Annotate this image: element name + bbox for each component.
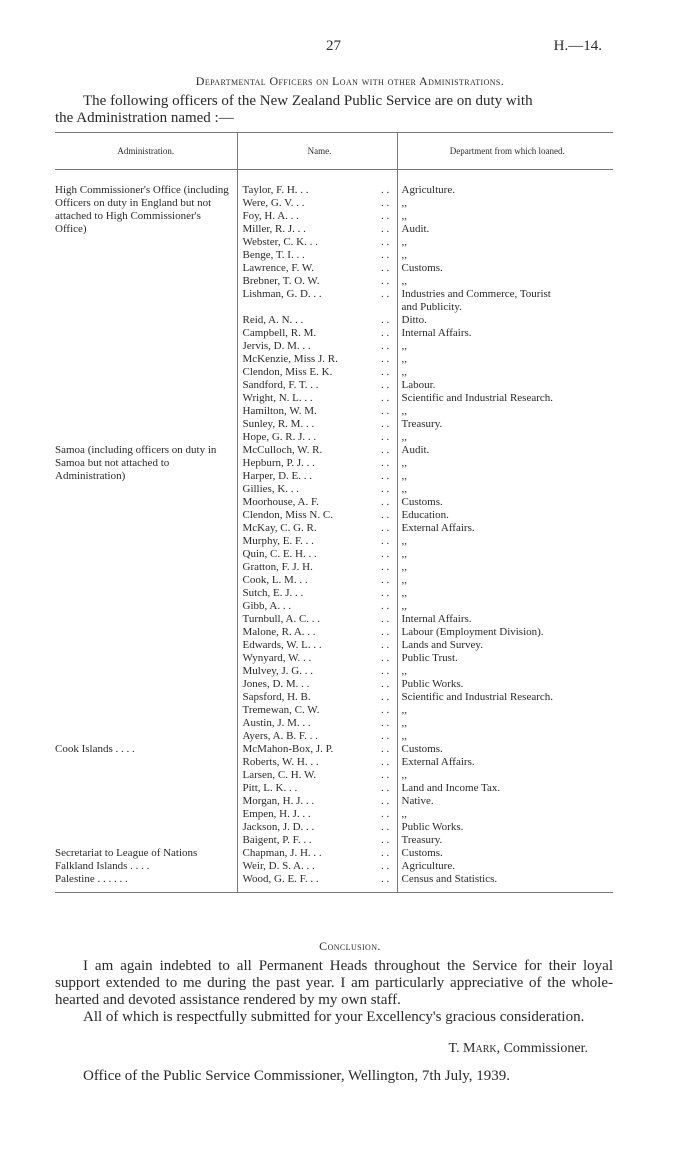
officer-name: Hamilton, W. M. [237,405,381,418]
department-cell: ,, [397,587,613,600]
leader-dots: . . [381,444,390,456]
table-row [55,535,613,548]
table-row [55,522,613,535]
table-row [55,236,613,249]
leader-dots: . . [381,795,390,807]
table-row [55,821,613,834]
officer-name: Lawrence, F. W. [237,262,381,275]
officer-name: Malone, R. A. . . [237,626,381,639]
officer-name: Moorhouse, A. F. [237,496,381,509]
department-cell: ,, [397,353,613,366]
leader-dots: . . [381,652,390,664]
officer-name: Murphy, E. F. . . [237,535,381,548]
department-cell: Labour. [397,379,613,392]
administration-cell [55,236,237,249]
department-cell: Native. [397,795,613,808]
officer-name: McKenzie, Miss J. R. [237,353,381,366]
department-cell: ,, [397,366,613,379]
department-cell: and Publicity. [397,301,613,314]
administration-cell [55,262,237,275]
administration-cell [55,743,237,756]
signature-name: T. Mark [448,1041,497,1056]
administration-cell [55,769,237,782]
leader-dots: . . [381,535,390,547]
administration-cell [55,223,237,236]
officer-name [237,301,381,314]
leader-dots: . . [381,782,390,794]
table-body [55,170,613,893]
department-cell: Labour (Employment Division). [397,626,613,639]
officer-name: Quin, C. E. H. . . [237,548,381,561]
officer-name: Wright, N. L. . . [237,392,381,405]
leader-dots: . . [381,860,390,872]
department-cell: External Affairs. [397,522,613,535]
table-row [55,431,613,444]
department-cell: ,, [397,704,613,717]
administration-cell [55,522,237,535]
administration-cell [55,626,237,639]
officer-name: Baigent, P. F. . . [237,834,381,847]
officer-name: Edwards, W. L. . . [237,639,381,652]
conclusion-text [55,958,613,1026]
officer-name: Jones, D. M. . . [237,678,381,691]
administration-cell [55,249,237,262]
table-row [55,210,613,223]
leader-dots: . . [381,418,390,430]
leader-dots: . . [381,314,390,326]
department-cell: Scientific and Industrial Research. [397,691,613,704]
department-cell: ,, [397,210,613,223]
department-cell: ,, [397,405,613,418]
department-cell: ,, [397,600,613,613]
administration-cell [55,847,237,860]
officer-name: McMahon-Box, J. P. [237,743,381,756]
intro-line-1: The following officers of the New Zealand Public Service are on duty with [83,93,533,109]
table-row [55,717,613,730]
administration-cell [55,314,237,327]
department-cell: ,, [397,483,613,496]
administration-cell [55,834,237,847]
administration-cell [55,457,237,470]
leader-dots: . . [381,249,390,261]
administration-cell [55,288,237,301]
officer-name: McKay, C. G. R. [237,522,381,535]
administration-cell [55,418,237,431]
officer-name: Roberts, W. H. . . [237,756,381,769]
department-cell: ,, [397,561,613,574]
leader-dots [381,301,397,314]
signature-title: , Commissioner. [496,1041,588,1056]
administration-cell [55,275,237,288]
administration-name: Cook Islands . . . . [55,743,135,755]
leader-dots: . . [381,392,390,404]
administration-cell [55,496,237,509]
leader-dots: . . [381,678,390,690]
table-row [55,574,613,587]
department-cell: Ditto. [397,314,613,327]
leader-dots: . . [381,717,390,729]
administration-name: High Commissioner's Office (including Officers on duty in England but not attached to High Commissioner's Office) [55,184,229,235]
officer-name: Wynyard, W. . . [237,652,381,665]
leader-dots: . . [381,379,390,391]
department-cell: Public Works. [397,821,613,834]
table-row [55,223,613,236]
leader-dots: . . [381,327,390,339]
administration-cell [55,782,237,795]
intro-paragraph [55,93,613,127]
officer-name: Wood, G. E. F. . . [237,873,381,893]
officer-name: Cook, L. M. . . [237,574,381,587]
officer-name: Sunley, R. M. . . [237,418,381,431]
officer-name: Taylor, F. H. . . [237,170,381,198]
table-row [55,860,613,873]
administration-cell [55,470,237,483]
administration-cell [55,327,237,340]
department-cell: ,, [397,249,613,262]
table-header-row [55,133,613,170]
table-row [55,379,613,392]
administration-cell [55,808,237,821]
footer-line: Office of the Public Service Commissioner, Wellington, 7th July, 1939. [83,1068,511,1084]
leader-dots: . . [381,873,397,893]
administration-name: Samoa (including officers on duty in Samoa but not attached to Administration) [55,444,217,482]
table-row [55,561,613,574]
administration-cell [55,678,237,691]
table-row [55,730,613,743]
department-cell: Agriculture. [397,860,613,873]
officer-name: Ayers, A. B. F. . . [237,730,381,743]
table-row [55,626,613,639]
department-cell: Treasury. [397,418,613,431]
department-cell: Census and Statistics. [397,873,613,893]
department-cell: ,, [397,457,613,470]
officer-name: Clendon, Miss E. K. [237,366,381,379]
administration-cell [55,691,237,704]
table-row [55,170,613,198]
administration-cell [55,509,237,522]
document-reference: H.—14. [553,38,602,54]
table-row [55,808,613,821]
officer-name: Empen, H. J. . . [237,808,381,821]
administration-cell [55,821,237,834]
department-cell: ,, [397,535,613,548]
table-row [55,587,613,600]
officer-name: Webster, C. K. . . [237,236,381,249]
table-row [55,691,613,704]
administration-cell [55,366,237,379]
header-department: Department from which loaned. [397,133,613,170]
administration-cell [55,613,237,626]
department-cell: Internal Affairs. [397,327,613,340]
officer-name: Morgan, H. J. . . [237,795,381,808]
department-cell: ,, [397,665,613,678]
officer-name: Miller, R. J. . . [237,223,381,236]
administration-cell [55,561,237,574]
table-row [55,782,613,795]
officer-name: Lishman, G. D. . . [237,288,381,301]
section-title: Departmental Officers on Loan with other Administrations. [195,74,505,88]
department-cell: ,, [397,717,613,730]
table-row [55,613,613,626]
table-row [55,197,613,210]
administration-cell [55,170,237,235]
department-cell: Audit. [397,223,613,236]
officer-name: Benge, T. I. . . [237,249,381,262]
leader-dots: . . [381,509,390,521]
table-row [55,704,613,717]
officer-name: McCulloch, W. R. [237,444,381,457]
officer-name: Weir, D. S. A. . . [237,860,381,873]
department-cell: ,, [397,769,613,782]
department-cell: External Affairs. [397,756,613,769]
officer-name: Chapman, J. H. . . [237,847,381,860]
department-cell: Customs. [397,743,613,756]
officer-name: Austin, J. M. . . [237,717,381,730]
administration-cell [55,444,237,482]
department-cell: ,, [397,808,613,821]
leader-dots: . . [381,496,390,508]
leader-dots: . . [381,431,390,443]
leader-dots: . . [381,288,390,300]
administration-cell [55,717,237,730]
leader-dots: . . [381,470,390,482]
leader-dots: . . [381,574,390,586]
table-row [55,353,613,366]
officer-name: Gibb, A. . . [237,600,381,613]
page-header [0,38,700,58]
table-row [55,639,613,652]
administration-cell [55,340,237,353]
officers-table [55,132,613,893]
administration-cell [55,665,237,678]
leader-dots: . . [381,457,390,469]
officer-name: Sapsford, H. B. [237,691,381,704]
table-row [55,457,613,470]
department-cell: Education. [397,509,613,522]
table-row [55,548,613,561]
table-row [55,756,613,769]
officer-name: Sandford, F. T. . . [237,379,381,392]
table-row [55,483,613,496]
officer-name: Harper, D. E. . . [237,470,381,483]
department-cell: Audit. [397,444,613,457]
table-row [55,678,613,691]
department-cell: Customs. [397,262,613,275]
leader-dots: . . [381,483,390,495]
officer-name: Jervis, D. M. . . [237,340,381,353]
administration-cell [55,639,237,652]
officer-name: Clendon, Miss N. C. [237,509,381,522]
administration-cell [55,756,237,769]
leader-dots: . . [381,704,390,716]
conclusion-paragraph-1: I am again indebted to all Permanent Heads throughout the Service for their loyal support extended to me during the past year. I am particularly appreciative of the whole-hearted and devoted assistance rendered by my own staff. [55,958,613,1008]
department-cell: ,, [397,340,613,353]
department-cell: ,, [397,574,613,587]
leader-dots: . . [381,236,390,248]
table-row [55,873,613,893]
department-cell: Agriculture. [397,170,613,198]
table-row [55,366,613,379]
leader-dots: . . [381,366,390,378]
administration-cell [55,600,237,613]
table-row [55,743,613,756]
administration-cell [55,379,237,392]
administration-cell [55,483,237,496]
table-row [55,470,613,483]
officer-name: Brebner, T. O. W. [237,275,381,288]
leader-dots: . . [381,275,390,287]
administration-cell [55,574,237,587]
header-administration: Administration. [55,133,237,170]
table-row [55,275,613,288]
leader-dots: . . [381,834,390,846]
department-cell: Customs. [397,496,613,509]
leader-dots: . . [381,197,390,209]
table-row [55,665,613,678]
officer-name: Hepburn, P. J. . . [237,457,381,470]
administration-cell [55,587,237,600]
leader-dots: . . [381,756,390,768]
officer-name: Jackson, J. D. . . [237,821,381,834]
page-number: 27 [326,38,341,54]
signature [449,1041,588,1057]
administration-name: Falkland Islands . . . . [55,860,150,872]
leader-dots: . . [381,522,390,534]
department-cell: Internal Affairs. [397,613,613,626]
officer-name: Foy, H. A. . . [237,210,381,223]
table-row [55,769,613,782]
administration-cell [55,431,237,444]
leader-dots: . . [381,665,390,677]
department-cell: Industries and Commerce, Tourist [397,288,613,301]
table-row [55,444,613,457]
leader-dots: . . [381,548,390,560]
administration-cell [55,392,237,405]
administration-cell [55,301,237,314]
officer-name: Pitt, L. K. . . [237,782,381,795]
leader-dots: . . [381,821,390,833]
department-cell: ,, [397,730,613,743]
administration-name: Palestine . . . . . . [55,873,128,885]
department-cell: Public Works. [397,678,613,691]
table-row [55,301,613,314]
administration-cell [55,535,237,548]
leader-dots: . . [381,561,390,573]
officer-name: Reid, A. N. . . [237,314,381,327]
department-cell: Public Trust. [397,652,613,665]
administration-cell [55,795,237,808]
leader-dots: . . [381,353,390,365]
department-cell: ,, [397,548,613,561]
department-cell: ,, [397,470,613,483]
department-cell: ,, [397,431,613,444]
department-cell: Treasury. [397,834,613,847]
department-cell: Lands and Survey. [397,639,613,652]
administration-cell [55,353,237,366]
administration-name: Secretariat to League of Nations [55,847,198,859]
officer-name: Were, G. V. . . [237,197,381,210]
leader-dots: . . [381,613,390,625]
table-row [55,405,613,418]
leader-dots: . . [381,223,390,235]
department-cell: Customs. [397,847,613,860]
table-row [55,288,613,301]
conclusion-paragraph-2: All of which is respectfully submitted for your Excellency's gracious consideration. [83,1009,585,1025]
officer-name: Mulvey, J. G. . . [237,665,381,678]
administration-cell [55,860,237,873]
administration-cell [55,873,237,893]
table-row [55,795,613,808]
officer-name: Turnbull, A. C. . . [237,613,381,626]
table-row [55,249,613,262]
leader-dots: . . [381,626,390,638]
officer-name: Sutch, E. J. . . [237,587,381,600]
table-row [55,496,613,509]
officer-name: Tremewan, C. W. [237,704,381,717]
leader-dots: . . [381,639,390,651]
leader-dots: . . [381,210,390,222]
department-cell: ,, [397,275,613,288]
table-row [55,340,613,353]
officer-name: Hope, G. R. J. . . [237,431,381,444]
leader-dots: . . [381,600,390,612]
administration-cell [55,652,237,665]
leader-dots: . . [381,184,390,196]
officer-name: Gratton, F. J. H. [237,561,381,574]
table-row [55,834,613,847]
leader-dots: . . [381,340,390,352]
table-row [55,392,613,405]
administration-cell [55,197,237,210]
intro-line-2: the Administration named :— [55,110,234,126]
administration-cell [55,210,237,223]
table-row [55,847,613,860]
administration-cell [55,405,237,418]
leader-dots: . . [381,587,390,599]
leader-dots: . . [381,730,390,742]
table-row [55,509,613,522]
header-name: Name. [237,133,397,170]
administration-cell [55,704,237,717]
leader-dots: . . [381,743,390,755]
table-row [55,652,613,665]
table-row [55,600,613,613]
leader-dots: . . [381,808,390,820]
administration-cell [55,730,237,743]
table-row [55,314,613,327]
administration-cell [55,548,237,561]
leader-dots: . . [381,405,390,417]
table-row [55,262,613,275]
officer-name: Larsen, C. H. W. [237,769,381,782]
leader-dots: . . [381,691,390,703]
leader-dots: . . [381,262,390,274]
officer-name: Gillies, K. . . [237,483,381,496]
department-cell: Scientific and Industrial Research. [397,392,613,405]
table-row [55,418,613,431]
department-cell: ,, [397,236,613,249]
conclusion-heading: Conclusion. [319,939,381,953]
department-cell: Land and Income Tax. [397,782,613,795]
officer-name: Campbell, R. M. [237,327,381,340]
table-row [55,327,613,340]
leader-dots: . . [381,769,390,781]
leader-dots: . . [381,847,390,859]
department-cell: ,, [397,197,613,210]
